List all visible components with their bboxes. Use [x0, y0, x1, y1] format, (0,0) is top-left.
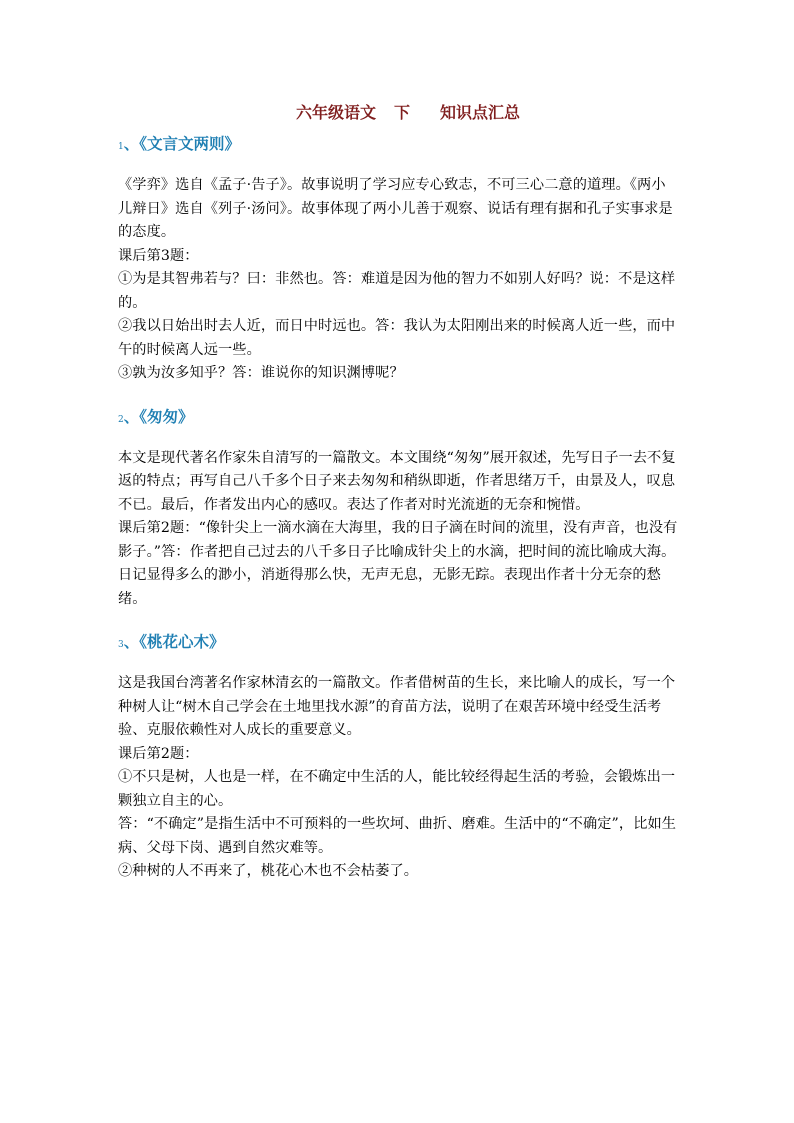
section-taohuaxinmu [118, 631, 678, 884]
paragraph-exercise: 课后第2题：“像针尖上一滴水滴在大海里，我的日子滴在时间的流里，没有声音，也没有影子。”答：作者把自己过去的八千多日子比喻成针尖上的水滴，把时间的流比喻成大海。日记显得多么的渺小，消逝得那么快，无声无息，无影无踪。表现出作者十分无奈的愁绪。 [118, 520, 678, 607]
paragraph-answer-2: ②我以日始出时去人近，而日中时远也。答：我认为太阳刚出来的时候离人近一些，而中午的时候离人远一些。 [118, 318, 676, 358]
section-body [118, 672, 678, 884]
title-summary: 知识点汇总 [440, 103, 521, 122]
section-number: 3 [118, 640, 124, 650]
paragraph-answer-1: ①为是其智弗若与？曰：非然也。答：难道是因为他的智力不如别人好吗？说：不是这样的。 [118, 271, 676, 311]
document-page [118, 100, 678, 904]
section-title: 《文言文两则》 [139, 134, 241, 153]
section-body [118, 447, 678, 612]
section-title: 《匆匆》 [139, 406, 194, 426]
paragraph-answer-1: ①不只是树，人也是一样，在不确定中生活的人，能比较经得起生活的考验，会锻炼出一颗独立自主的心。 [118, 769, 676, 809]
section-number: 2 [118, 414, 124, 425]
section-title: 《桃花心木》 [139, 632, 225, 651]
paragraph-exercise-label: 课后第2题： [118, 745, 199, 762]
section-number: 1 [118, 142, 124, 152]
paragraph-intro: 《学弈》选自《孟子·告子》。故事说明了学习应专心致志，不可三心二意的道理。《两小儿辩日》选自《列子·汤问》。故事体现了两小儿善于观察、说话有理有据和孔子实事求是的态度。 [118, 177, 673, 240]
paragraph-exercise-label: 课后第3题： [118, 247, 199, 264]
section-heading: 3、《桃花心木》 [118, 632, 225, 651]
section-body [118, 174, 678, 386]
paragraph-intro: 本文是现代著名作家朱自清写的一篇散文。本文围绕“匆匆”展开叙述，先写日子一去不复返的特点；再写自己八千多个日子来去匆匆和稍纵即逝，作者思绪万千，由景及人，叹息不已。最后，作者发出内心的感叹。表达了作者对时光流逝的无奈和惋惜。 [118, 449, 676, 513]
paragraph-answer-3: ③孰为汝多知乎？答：谁说你的知识渊博呢？ [118, 365, 404, 381]
section-heading: 2、《匆匆》 [118, 406, 194, 426]
section-heading: 1、《文言文两则》 [118, 134, 241, 153]
paragraph-intro: 这是我国台湾著名作家林清玄的一篇散文。作者借树苗的生长，来比喻人的成长，写一个种树人让“树木自己学会在土地里找水源”的育苗方法，说明了在艰苦环境中经受生活考验、克服依赖性对人成长的重要意义。 [118, 675, 676, 738]
section-wenyanwen [118, 133, 678, 386]
paragraph-answer-1-explain: 答：“不确定”是指生活中不可预料的一些坎坷、曲折、磨难。生活中的“不确定”，比如生病、父母下岗、遇到自然灾难等。 [118, 816, 677, 856]
title-grade: 六年级语文 [295, 103, 376, 122]
document-title [118, 100, 678, 123]
section-congcong [118, 406, 678, 612]
title-volume: 下 [393, 103, 410, 122]
paragraph-answer-2: ②种树的人不再来了，桃花心木也不会枯萎了。 [118, 863, 419, 879]
